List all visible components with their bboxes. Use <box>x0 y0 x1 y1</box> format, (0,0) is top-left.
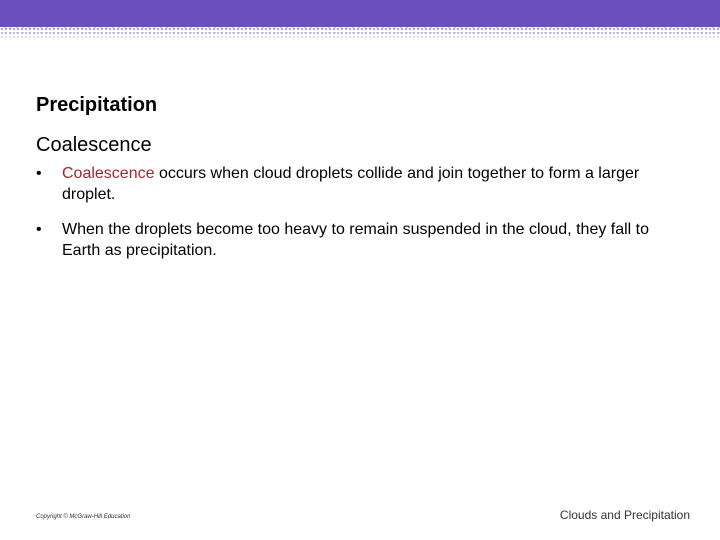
banner-dither-fade <box>0 27 720 41</box>
slide-title: Precipitation <box>36 94 158 116</box>
bullet-icon: • <box>36 221 42 238</box>
bullet-item-coalescence <box>36 163 676 205</box>
top-banner <box>0 0 720 27</box>
bullet-item-precipitation <box>36 219 676 261</box>
copyright-notice: Copyright © McGraw-Hill Education <box>36 514 131 520</box>
bullet-text: When the droplets become too heavy to remain suspended in the cloud, they fall to Earth as precipitation. <box>62 221 650 259</box>
footer-chapter-title: Clouds and Precipitation <box>559 508 690 522</box>
highlighted-term: Coalescence <box>62 165 155 182</box>
slide-subtitle: Coalescence <box>36 134 152 156</box>
bullet-icon: • <box>36 165 42 182</box>
bullet-list <box>36 163 676 275</box>
bullet-text: occurs when cloud droplets collide and join together to form a larger droplet. <box>62 165 640 203</box>
